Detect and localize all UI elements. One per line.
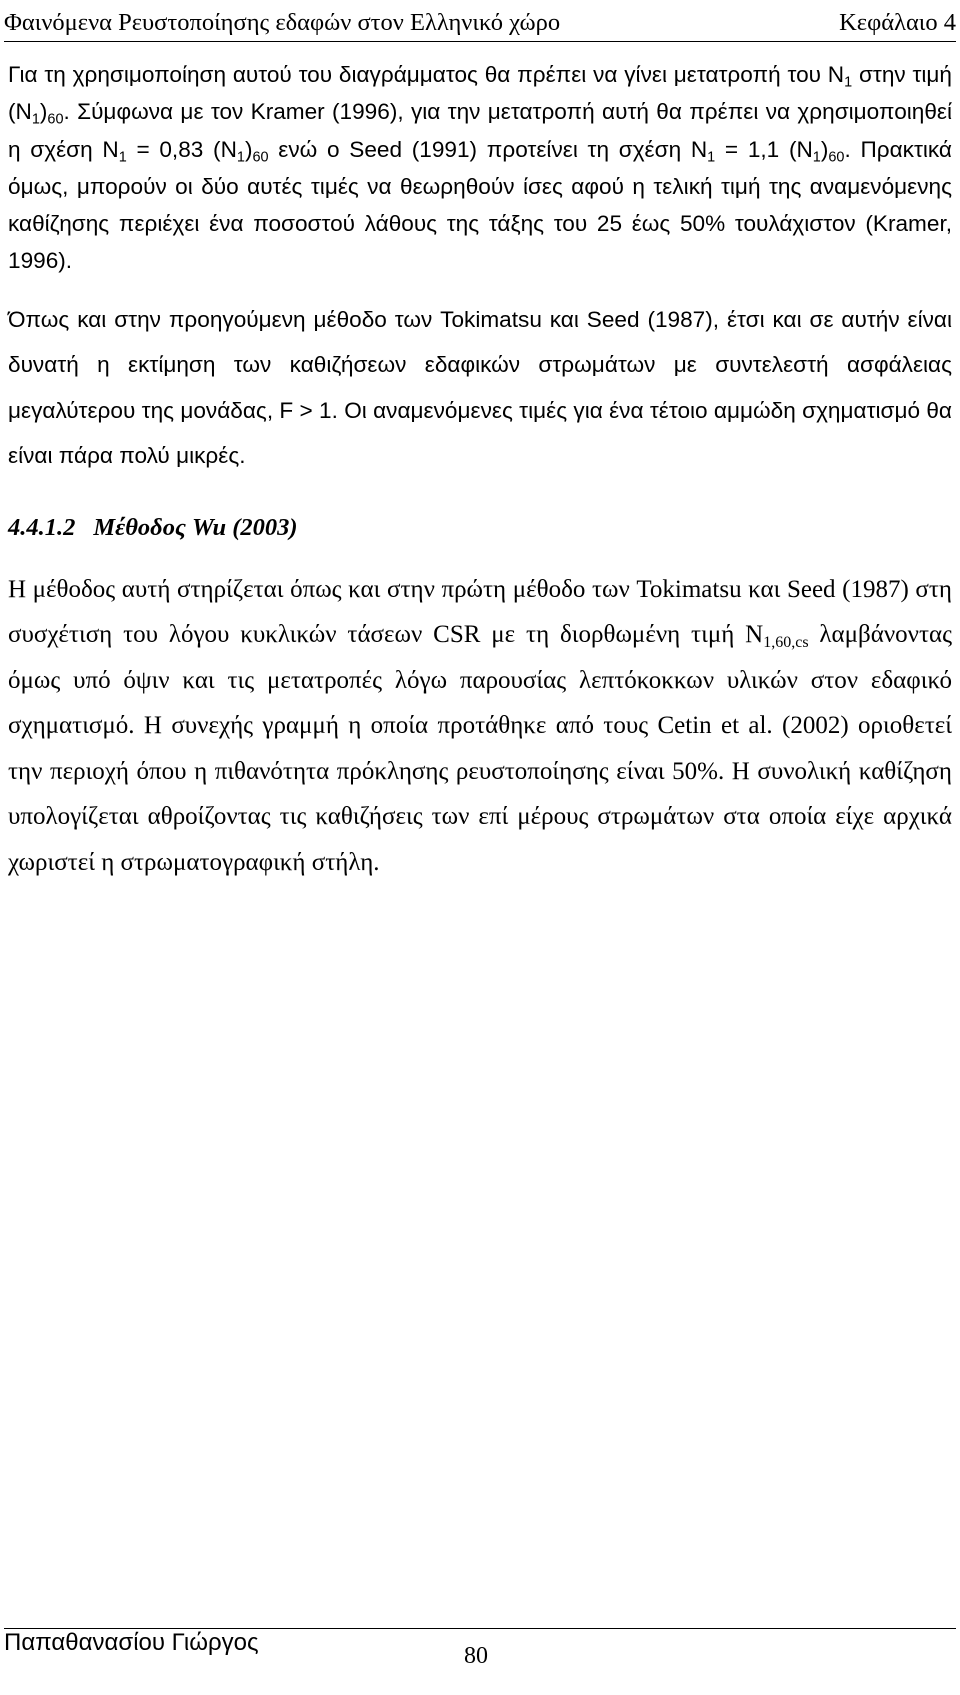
page-content	[8, 56, 952, 885]
author-name: Παπαθανασίου Γιώργος	[4, 1629, 259, 1656]
section-number: 4.4.1.2	[8, 513, 76, 541]
section-heading	[8, 513, 952, 543]
page-number: 80	[464, 1643, 488, 1669]
page-footer	[4, 1628, 956, 1689]
paragraph-conversion: Για τη χρησιμοποίηση αυτού του διαγράμματος θα πρέπει να γίνει μετατροπή του $N_1$ στην τιμή $(N_1)_{60}$. Σύμφωνα με τον Kramer (1996), για την μετατροπή αυτή θα πρέπει να χρησιμοποιηθεί η σχέση $N_1 = 0,83$ $(N_1)_{60}$ ενώ ο Seed (1991) προτείνει τη σχέση $N_1 = 1,1$ $(N_1)_{60}$. Πρακτικά όμως, μπορούν οι δύο αυτές τιμές να θεωρηθούν ίσες αφού η τελική τιμή της αναμενόμενης καθίζησης περιέχει ένα ποσοστού λάθους της τάξης του 25 έως 50% τουλάχιστον (Kramer, 1996).	[8, 62, 952, 274]
paragraph-settlement-estimate: Όπως και στην προηγούμενη μέθοδο των Tokimatsu και Seed (1987), έτσι και σε αυτήν είναι δυνατή η εκτίμηση των καθιζήσεων εδαφικών στρωμάτων με συντελεστή ασφάλειας μεγαλύτερου της μονάδας, F > 1. Οι αναμενόμενες τιμές για ένα τέτοιο αμμώδη σχηματισμό θα είναι πάρα πολύ μικρές.	[8, 306, 952, 469]
paragraph-wu-method: Η μέθοδος αυτή στηρίζεται όπως και στην πρώτη μέθοδο των Tokimatsu και Seed (1987) στη συσχέτιση του λόγου κυκλικών τάσεων CSR με τη διορθωμένη τιμή $N_{1,60,cs}$ λαμβάνοντας όμως υπό όψιν και τις μετατροπές λόγω παρουσίας λεπτόκοκκων υλικών στον εδαφικό σχηματισμό. Η συνεχής γραμμή η οποία προτάθηκε από τους Cetin et al. (2002) οριοθετεί την περιοχή όπου η πιθανότητα πρόκλησης ρευστοποίησης είναι 50%. Η συνολική καθίζηση υπολογίζεται αθροίζοντας τις καθιζήσεις των επί μέρους στρωμάτων στα οποία είχε αρχικά χωριστεί η στρωματογραφική στήλη.	[8, 575, 952, 876]
chapter-label: Κεφάλαιο 4	[839, 9, 956, 36]
section-title: Μέθοδος Wu (2003)	[93, 513, 298, 541]
page-header	[4, 2, 956, 42]
document-title: Φαινόμενα Ρευστοποίησης εδαφών στον Ελληνικό χώρο	[4, 9, 561, 36]
